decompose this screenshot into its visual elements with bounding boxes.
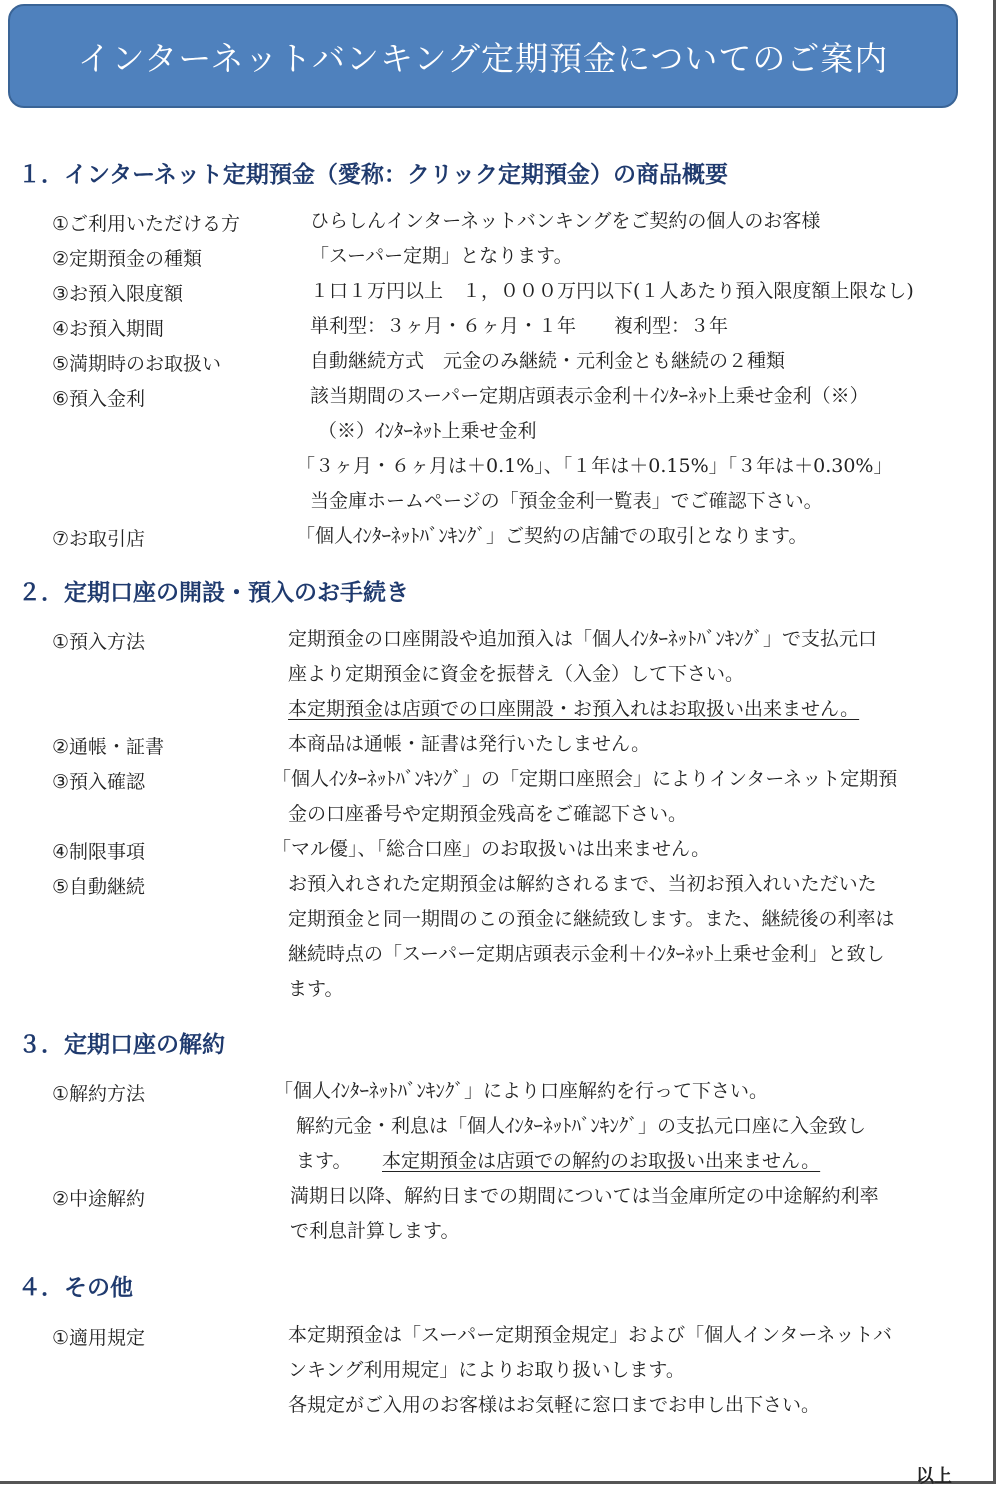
item-label: ⑥預入金利 bbox=[52, 388, 146, 410]
page-title: インターネットバンキング定期預金についてのご案内 bbox=[77, 38, 889, 78]
item-label: ⑤自動継続 bbox=[52, 876, 146, 898]
item-text: ます。 bbox=[288, 978, 344, 1000]
item-text: 金の口座番号や定期預金残高をご確認下さい。 bbox=[288, 803, 688, 825]
item-label: ①適用規定 bbox=[52, 1327, 146, 1349]
item-text: ます。 bbox=[296, 1150, 352, 1172]
item-text: で利息計算します。 bbox=[290, 1220, 460, 1242]
item-text: ひらしんインターネットバンキングをご契約の個人のお客様 bbox=[310, 210, 821, 232]
section-heading-4: ４．その他 bbox=[18, 1275, 133, 1301]
item-text: 「マル優」、「総合口座」のお取扱いは出来ません。 bbox=[272, 838, 711, 860]
item-text: 本商品は通帳・証書は発行いたしません。 bbox=[288, 733, 651, 755]
item-text: ンキング利用規定」によりお取り扱いします。 bbox=[288, 1359, 685, 1381]
item-label: ④制限事項 bbox=[52, 841, 146, 863]
item-text-underlined: 本定期預金は店頭での口座開設・お預入れはお取扱い出来ません。 bbox=[288, 698, 860, 720]
item-label: ④お預入期間 bbox=[52, 318, 165, 340]
item-text: 解約元金・利息は「個人ｲﾝﾀｰﾈｯﾄﾊﾞﾝｷﾝｸﾞ」の支払元口座に入金致し bbox=[296, 1115, 867, 1137]
item-text: 「スーパー定期」となります。 bbox=[310, 245, 573, 267]
item-text: お預入れされた定期預金は解約されるまで、当初お預入れいただいた bbox=[288, 873, 877, 895]
section-heading-3: ３．定期口座の解約 bbox=[18, 1032, 225, 1058]
item-text: 継続時点の「スーパー定期店頭表示金利＋ｲﾝﾀｰﾈｯﾄ上乗せ金利」と致し bbox=[288, 943, 885, 965]
item-label: ②通帳・証書 bbox=[52, 736, 165, 758]
item-text: 「個人ｲﾝﾀｰﾈｯﾄﾊﾞﾝｷﾝｸﾞ」により口座解約を行って下さい。 bbox=[274, 1080, 769, 1102]
section-heading-2: ２．定期口座の開設・預入のお手続き bbox=[18, 580, 409, 606]
item-text: 満期日以降、解約日までの期間については当金庫所定の中途解約利率 bbox=[290, 1185, 879, 1207]
title-banner bbox=[8, 4, 958, 108]
item-label: ①ご利用いただける方 bbox=[52, 213, 241, 235]
item-text: 単利型：３ヶ月・６ヶ月・１年 複利型：３年 bbox=[310, 315, 729, 337]
item-text: 定期預金の口座開設や追加預入は「個人ｲﾝﾀｰﾈｯﾄﾊﾞﾝｷﾝｸﾞ」で支払元口 bbox=[288, 628, 878, 650]
item-label: ②中途解約 bbox=[52, 1188, 146, 1210]
item-label: ③お預入限度額 bbox=[52, 283, 184, 305]
closing-text: 以上 bbox=[916, 1466, 952, 1487]
item-text: １口１万円以上 １，０００万円以下(１人あたり預入限度額上限なし) bbox=[310, 280, 914, 302]
item-text: 本定期預金は「スーパー定期預金規定」および「個人インターネットバ bbox=[288, 1324, 893, 1346]
item-text-underlined: 本定期預金は店頭での解約のお取扱い出来ません。 bbox=[382, 1150, 821, 1172]
item-label: ①預入方法 bbox=[52, 631, 146, 653]
item-label: ⑤満期時のお取扱い bbox=[52, 353, 222, 375]
item-text: 「個人ｲﾝﾀｰﾈｯﾄﾊﾞﾝｷﾝｸﾞ」の「定期口座照会」によりインターネット定期預 bbox=[272, 768, 898, 790]
item-text: 座より定期預金に資金を振替え（入金）して下さい。 bbox=[288, 663, 745, 685]
item-text: 「３ヶ月・６ヶ月は＋0.1%」、「１年は＋0.15%」「３年は＋0.30%」 bbox=[296, 455, 893, 477]
item-label: ①解約方法 bbox=[52, 1083, 146, 1105]
item-text: 自動継続方式 元金のみ継続・元利金とも継続の２種類 bbox=[310, 350, 786, 372]
item-text: 各規定がご入用のお客様はお気軽に窓口までお申し出下さい。 bbox=[288, 1394, 821, 1416]
section-heading-1: １．インターネット定期預金（愛称：クリック定期預金）の商品概要 bbox=[18, 162, 729, 188]
item-label: ②定期預金の種類 bbox=[52, 248, 203, 270]
item-text: 「個人ｲﾝﾀｰﾈｯﾄﾊﾞﾝｷﾝｸﾞ」ご契約の店舗での取引となります。 bbox=[296, 525, 808, 547]
item-text: 該当期間のスーパー定期店頭表示金利＋ｲﾝﾀｰﾈｯﾄ上乗せ金利（※） bbox=[310, 385, 869, 407]
item-text: 当金庫ホームページの「預金金利一覧表」でご確認下さい。 bbox=[310, 490, 823, 512]
item-text: 定期預金と同一期間のこの預金に継続致します。また、継続後の利率は bbox=[288, 908, 895, 930]
item-label: ⑦お取引店 bbox=[52, 528, 146, 550]
item-text: （※）ｲﾝﾀｰﾈｯﾄ上乗せ金利 bbox=[318, 420, 537, 442]
item-label: ③預入確認 bbox=[52, 771, 146, 793]
